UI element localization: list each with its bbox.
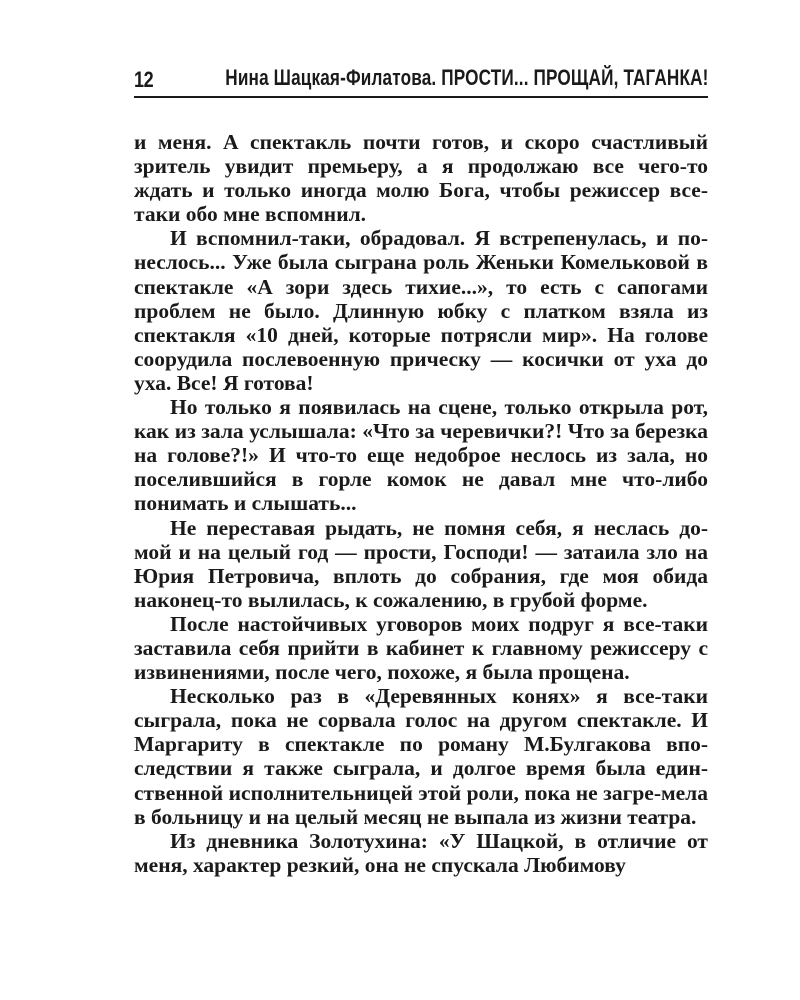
paragraph: Несколько раз в «Деревянных конях» я все-таки сыграла, пока не сорвала голос на другом спектакле. И Маргариту в спектакле по роману М.Булгакова впо-следствии я также сыграла, и долгое время была един-ственной исполнительницей этой роли, пока не загре-мела в больницу и на целый месяц не выпала из жизни театра. [134,684,708,829]
running-header [134,62,708,98]
paragraph: Но только я появилась на сцене, только открыла рот, как из зала услышала: «Что за черевички?! Что за березка на голове?!» И что-то еще недоброе неслось из зала, но поселившийся в горле комок не давал мне что-либо понимать и слышать... [134,395,708,516]
paragraph: Не переставая рыдать, не помня себя, я неслась до-мой и на целый год — прости, Господи! — затаила зло на Юрия Петровича, вплоть до собрания, где моя обида наконец-то вылилась, к сожалению, в грубой форме. [134,515,708,612]
running-title: Нина Шацкая-Филатова. ПРОСТИ... ПРОЩАЙ, ТАГАНКА! [224,65,708,90]
paragraph: Из дневника Золотухина: «У Шацкой, в отличие от меня, характер резкий, она не спускала Любимову [134,828,708,877]
paragraph: и меня. А спектакль почти готов, и скоро счастливый зритель увидит премьеру, а я продолжаю все чего-то ждать и только иногда молю Бога, чтобы режиссер все-таки обо мне вспомнил. [134,130,708,227]
paragraph: После настойчивых уговоров моих подруг я все-таки заставила себя прийти в кабинет к главному режиссеру с извинениями, после чего, похоже, я была прощена. [134,611,708,685]
paragraph: И вспомнил-таки, обрадовал. Я встрепенулась, и по-неслось... Уже была сыграна роль Женьки Комельковой в спектакле «А зори здесь тихие...», то есть с сапогами проблем не было. Длинную юбку с платком взяла из спектакля «10 дней, которые потрясли мир». На голове соорудила послевоенную прическу — косички от уха до уха. Все! Я готова! [134,226,708,395]
body-text [134,130,708,877]
page-number: 12 [134,67,154,92]
